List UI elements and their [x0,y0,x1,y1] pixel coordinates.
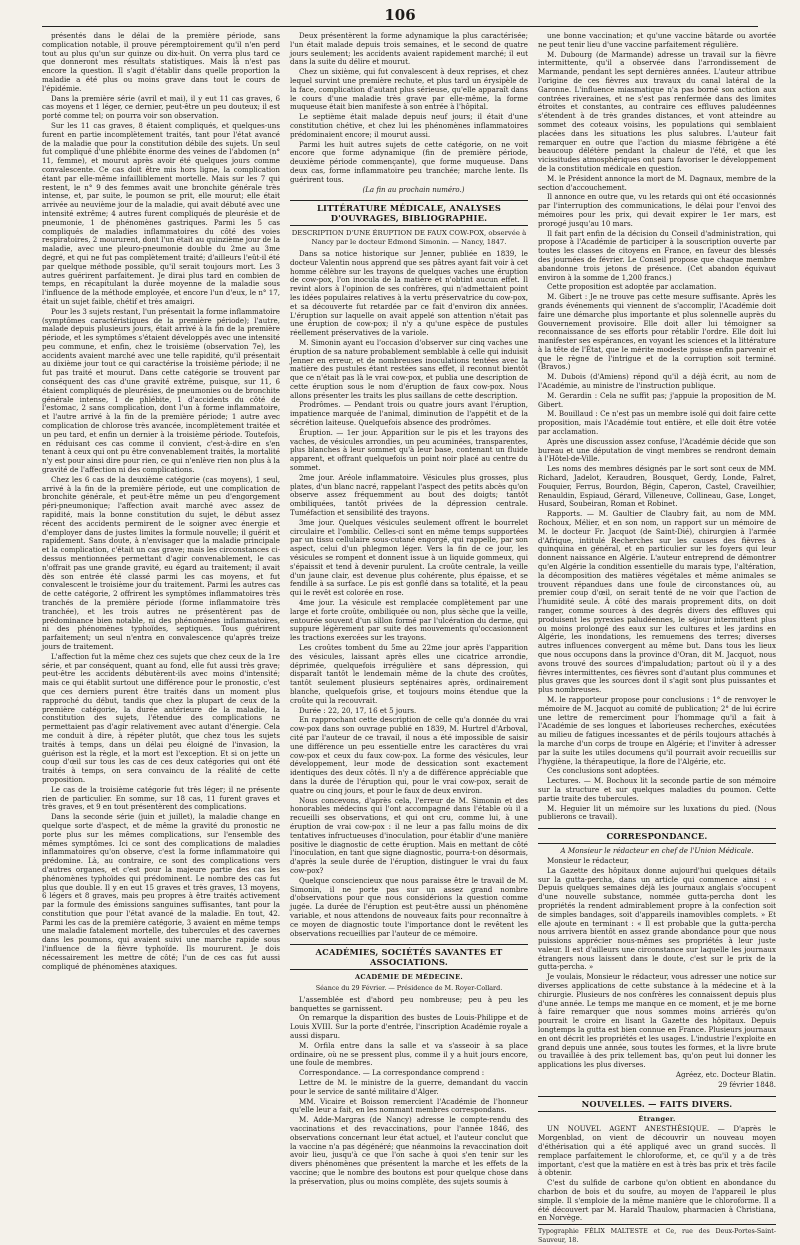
thesis-continuation [290,32,528,185]
news-items [538,1125,776,1223]
paragraph: Les croûtes tombent du 5me au 22me jour après l'apparition des vésicules, laissant après elles une cicatrice arrondie, déprimée, quelquefois irrégulière et sans dépression, qui disparaît tantôt le lendemain même de la chute des croûtes, tantôt seulement plusieurs septénaires après, ordinairement blanche, quelquefois grise, et toujours moins étendue que la croûte qui la recouvrait. [290,643,528,705]
paragraph: M. Adde-Margras (de Nancy) adresse le compte-rendu des vaccinations et des revaccinations, pour l'année 1846, des observations concernant leur état actuel, et l'auteur conclut que la vaccine n'a pas dégénéré; que néanmoins la revaccination doit avoir lieu, jusqu'à ce que l'on sache à quoi s'en tenir sur les divers phénomènes que présentent la marche et les effets de la vaccine; que le nombre des boutons est pour quelque chose dans la préservation, plus ou moins complète, des sujets soumis à [290,1115,528,1186]
paragraph: Quelque consciencieux que nous paraisse être le travail de M. Simonin, il ne porte pas sur un assez grand nombre d'observations pour que nous considérions la question comme jugée. La durée de l'éruption est peut-être aussi un phénomène variable, et nous attendons de nouveaux faits pour reconnaître à ce moyen de diagnostic toute l'importance dont le revêtent les observations recueillies par l'auteur de ce mémoire. [290,875,528,938]
paragraph: Prodrômes. — Pendant trois ou quatre jours avant l'éruption, impatience marquée de l'animal, diminution de l'appétit et de la sécrétion laiteuse. Quelquefois absence des prodrômes. [290,400,528,428]
paragraph: M. Heguier lit un mémoire sur les luxations du pied. (Nous publierons ce travail). [538,803,776,822]
paragraph: Deux présentèrent la forme adynamique la plus caractérisée; l'un était malade depuis trois semaines, et le second de quatre jours seulement; les accidents avaient rapidement marché; il eut dans la suite du délire et mourut. [290,31,528,67]
paragraph: UN NOUVEL AGENT ANESTHÉSIQUE. — D'après le Morgenblad, on vient de découvrir un nouveau moyen d'éthérisation qui a été appliqué avec un grand succès. Il remplace parfaitement le chloroforme, et, ce qu'il y a de très important, c'est que la matière en est à très bas prix et très facile à obtenir. [538,1124,776,1178]
column-2 [290,31,528,1186]
paragraph: La Gazette des hôpitaux donne aujourd'hui quelques détails sur la gutta-percha, dans un article qui commence ainsi : « Depuis quelques semaines déjà les journaux anglais s'occupent d'une nouvelle substance, nommée gutta-percha dont les propriétés la rendent admirablement propre à la confection soit de simples bandages, soit d'appareils inamovibles complets. » Et elle ajoute en terminant : « Il est probable que la gutta-percha nous arrivera bientôt en assez grande abondance pour que nous puissions apprécier nous-mêmes ses propriétés à leur juste valeur. Il est d'ailleurs une circonstance sur laquelle les journaux étrangers nous laissent dans le doute, c'est sur le prix de la gutta-percha. » [538,865,776,972]
paragraph: Nous concevons, d'après cela, l'erreur de M. Simonin et des honorables médecins qui l'ont accompagné dans l'étable où il a recueilli ses observations, et qui ont cru, comme lui, à une éruption de vrai cow-pox : il ne leur a pas fallu moins de dix tentatives infructueuses d'inoculation, pour établir d'une manière positive le diagnostic de cette éruption. Mais en mettant de côté l'inoculation, en tant que signe diagnostic, pourra-t-on désormais, d'après la seule durée de l'éruption, distinguer le vrai du faux cow-pox? [290,795,528,875]
paragraph: En rapprochant cette description de celle qu'a donnée du vrai cow-pox dans son ouvrage publié en 1839, M. Hurtrel d'Arboval, cité par l'auteur de ce travail, il nous a été impossible de saisir une différence un peu essentielle entre les caractères du vrai cow-pox et ceux du faux cow-pox. La forme des vésicules, leur développement, leur mode de dessication sont exactement identiques des deux côtés. Il n'y a de différence appréciable que dans la durée de l'éruption qui, pour le vrai cow-pox, serait de quatre ou cinq jours, et pour le faux de deux environ. [290,715,528,795]
paragraph: Sur les 11 cas graves, 8 étaient compliqués, et quelques-uns furent en partie incomplètement traités, tant pour l'état avancé de la maladie que pour la constitution débile des sujets. Un seul fut compliqué d'une phlébite énorme des veines de l'abdomen (n° 11, femme), et mourut après avoir été quelques jours comme convalescente. Ce cas doit être mis hors ligne, la complication étant par elle-même infailliblement mortelle. Mais sur les 7 qui restent, le n° 9 des femmes avait une bronchite générale très intense, et, par suite, le poumon se prit, elle mourut; elle était arrivée au neuvième jour de la maladie, qui avait débuté avec une intensité extrême; 4 autres furent compliqués de pleurésie et de pneumonie, 1 de phénomènes gastriques. Parmi les 5 cas compliqués de maladies inflammatoires du côté des voies respiratoires, 2 moururent, dont l'un était au quinzième jour de la maladie, avec une pleuro-pneumonie double du 2me au 3me degré, et qui ne fut pas complètement traité; d'ailleurs l'eût-il été par quelque méthode possible, qu'il serait toujours mort. Les 3 autres guérirent parfaitement. Je dirai plus tard en combien de temps, en récapitulant la durée moyenne de la maladie sous l'influence de la méthode employée, et encore l'un d'eux, le n° 17, était un sujet faible, chétif et très amaigri. [42,120,281,306]
paragraph: C'est du sulfide de carbone qu'on obtient en abondance du charbon de bois et du soufre, au moyen de l'appareil le plus simple. Il s'emploie de la même manière que le chloroforme. Il a été découvert par M. Harald Thaulow, pharmacien à Christiana, en Norvège. [538,1178,776,1223]
paragraph: L'affection fut la même chez ces sujets que chez ceux de la 1re série, et par conséquent, quant au fond, elle fut aussi très grave; peut-être les accidents débutèrent-ils avec moins d'intensité; mais ce qui établit surtout une différence pour le pronostic, c'est que ces derniers purent être traités dans un moment plus rapproché du début, tandis que chez la plupart de ceux de la première catégorie, la durée antérieure de la maladie, la constitution des sujets, l'étendue des complications ne permettaient pas d'agir relativement avec autant d'énergie. Cela me conduit à dire, à répéter plutôt, que chez tous les sujets traités à temps, dans un délai peu éloigné de l'invasion, la guérison est la règle, et la mort est l'exception. Et si on jette un coup d'œil sur tous les cas de ces deux catégories qui ont été traités à temps, on sera convaincu de la réalité de cette proposition. [42,651,280,784]
paragraph: Pour les 3 sujets restant, l'un présentait la forme inflammatoire (symptômes caractéristiques de la première période); l'autre, malade depuis plusieurs jours, était arrivé à la fin de la première période, et les symptômes s'étaient développés avec une intensité peu commune, et enfin, chez le troisième (observation 7e), les accidents avaient marché avec une telle rapidité, qu'il présentait au dixième jour tout ce qui caractérise la troisième période; il ne fut pas traité et mourut. Dans cette catégorie se trouvent par conséquent des cas d'une gravité extrême, puisque, sur 11, 6 étaient compliqués de pleurésies, de pneumonies ou de bronchite générale intense, 1 de phlébite, 1 d'accidents du côté de l'estomac, 2 sans complication, dont l'un à forme inflammatoire, et l'autre arrivé à la fin de la première période; 1 autre avec complication de chlorose très avancée, incomplètement traitée et un peu tard, et enfin un dernier à la troisième période. Toutefois, en réduisant ces cas comme il convient, c'est-à-dire en s'en tenant à ceux qui ont pu être convenablement traités, la mortalité n'y est pour ainsi dire pour rien, ce qui n'enlève rien non plus à la gravité de l'affection ni des complications. [42,306,281,475]
paragraph: Dans sa notice historique sur Jenner, publiée en 1839, le docteur Valentin nous apprend que ses pâtres ayant fait voir à cet homme célèbre sur les trayons de quelques vaches une éruption de cow-pox, l'on inocula de la matière et n'obtint aucun effet. Il revint alors à l'opinion de ses confrères, qui n'admettaient point les idées populaires relatives à la vertu préservatrice du cow-pox, et sa découverte fut retardée par ce fait d'environ dix années. L'éruption sur laquelle on avait appelé son attention n'était pas une éruption de cow-pox; il n'y a qu'une espèce de pustules réellement préservatives de la variole. [290,248,528,338]
paragraph: M. Dubois (d'Amiens) répond qu'il a déjà écrit, au nom de l'Académie, au ministre de l'instruction publique. [538,372,776,391]
paragraph: Dans la première série (avril et mai), il y eut 11 cas graves, 6 cas moyens et 1 léger, ce dernier, peut-être un peu douteux; il est porté comme tel; on pourra voir son observation. [42,93,280,121]
paragraph: Lectures. — M. Bochoux lit la seconde partie de son mémoire sur la structure et sur quelques maladies du poumon. Cette partie traite des tubercules. [538,776,776,803]
paragraph: MM. Vicaire et Boisson remercient l'Académie de l'honneur qu'elle leur a fait, en les nommant membres correspondans. [290,1096,528,1115]
paragraph: une bonne vaccination; et qu'une vaccine bâtarde ou avortée ne peut tenir lieu d'une vaccine parfaitement régulière. [538,31,776,49]
cowpox-review [290,250,528,938]
academy-report-continued [538,32,776,822]
paragraph: Il fait part enfin de la décision du Conseil d'administration, qui propose à l'Académie de participer à la souscription ouverte par toutes les classes de citoyens en France, en faveur des blessés des journées de février. Le Conseil propose que chaque membre abandonne trois jetons de présence. (Cet abandon équivaut environ à la somme de 1,200 francs.) [538,228,776,282]
paragraph: 2me jour. Aréole inflammatoire. Vésicules plus grosses, plus plates, d'un blanc nacré, rappelant l'aspect des petits abcès qu'on observe assez fréquemment au bout des doigts; tantôt ombiliquées, tantôt privées de la dépression centrale. Tuméfaction et sensibilité des trayons. [290,472,528,518]
paragraph: L'assemblée est d'abord peu nombreuse; peu à peu les banquettes se garnissent. [290,994,528,1013]
paragraph: M. Dubourg (de Marmande) adresse un travail sur la fièvre intermittente, qu'il a observée dans l'arrondissement de Marmande, pendant les sept dernières années. L'auteur attribue l'origine de ces fièvres aux travaux du canal latéral de la Garonne. L'influence miasmatique n'a pas borné son action aux contrées riveraines, et ne s'est pas renfermée dans des limites étroites et constantes, au contraire ces effluves paludéennes s'étendent à de très grandes distances, et vont atteindre au sommet des coteaux voisins, les populations qui semblaient placées dans les situations les plus salubres. L'auteur fait remarquer en outre que l'action du miasme fébrigène a été beaucoup délétère pendant la chaleur de l'été, et que les vicissitudes atmosphériques ont paru favoriser le développement de la constitution médicale en question. [538,49,776,173]
section-correspondence-heading: CORRESPONDANCE. [538,828,776,844]
paragraph: Parmi les huit autres sujets de cette catégorie, on ne voit encore que forme adynamique (fin de première période, deuxième période commençante), que forme muqueuse. Dans deux cas, forme inflammatoire peu tranchée; marche lente. Ils guérirent tous. [290,139,528,184]
paragraph: M. Bouillaud : Ce n'est pas un membre isolé qui doit faire cette proposition, mais l'Académie tout entière, et elle doit être votée par acclamation. [538,409,776,437]
paragraph: M. Orfila entre dans la salle et va s'asseoir à sa place ordinaire, où ne se pressent plus, comme il y a huit jours encore, une foule de membres. [290,1040,528,1068]
paragraph: Le septième était malade depuis neuf jours; il était d'une constitution chétive, et chez lui les phénomènes inflammatoires prédominaient encore; il mourut aussi. [290,112,528,139]
column-1-body [42,32,280,971]
academy-report [290,996,528,1187]
section-academies-heading: ACADÉMIES, SOCIÉTÉS SAVANTES ET ASSOCIATIONS. [290,944,528,970]
paragraph: M. le Président annonce la mort de M. Dagnaux, membre de la section d'accouchement. [538,173,776,192]
paragraph: Chez un sixième, qui fut convalescent à deux reprises, et chez lequel survint une première rechute, et plus tard un érysipèle de la face, complication d'autant plus sérieuse, qu'elle apparaît dans le cours d'une maladie très grave par elle-même, la forme muqueuse était bien manifeste à son entrée à l'hôpital. [290,67,528,112]
paragraph: M. Simonin ayant eu l'occasion d'observer sur cinq vaches une éruption de sa nature probablement semblable à celle qui induisit Jenner en erreur, et de nombreuses inoculations tentées avec la matière des pustules étant restées sans effet, il reconnut bientôt que ce n'était pas là le vrai cow-pox, et publia une description de cette éruption sous le nom d'éruption de faux cow-pox. Nous allons présenter les traits les plus saillans de cette description. [290,337,528,400]
correspondence-addressee: A Monsieur le rédacteur en chef de l'Union Médicale. [560,846,754,856]
paragraph: Rapports. — M. Gaultier de Claubry fait, au nom de MM. Rochoux, Mélier, et en son nom, un rapport sur un mémoire de M. le docteur Fr. Jacquot (de Saint-Dié), chirurgien à l'armée d'Afrique, intitulé Recherches sur les causes des fièvres à quinquina en général, et en particulier sur les foyers qui leur donnent naissance en Algérie. L'auteur entreprend de démontrer qu'en Algérie la condition essentielle du marais type, l'altération, la décomposition des matières végétales et même animales se trouvent répandues dans une foule de circonstances où, au premier coup d'œil, on serait tenté de ne voir que l'action de l'humidité seule. À côté des marais proprement dits, on doit ranger, comme sources à des degrés divers des effluves qui produisent les pyrexies paludéennes, le séjour intermittent plus ou moins prolongé des eaux sur les cultures et les jardins en Algérie, les inondations, les remuemens des terres; diverses autres influences convergent au même but. Dans tous les lieux que nous occupons dans la province d'Oran, dit M. Jacquot, nous avons trouvé des sources d'impaludation; partout où il y a des fièvres intermittentes, ces fièvres sont d'autant plus communes et plus graves que les sources dont il s'agit sont plus puissantes et plus nombreuses. [538,509,776,695]
paragraph: Éruption. — 1er jour. Apparition sur le pis et les trayons des vaches, de vésicules arrondies, un peu acuminées, transparentes, plus blanches à leur sommet qu'à leur base, contenant un fluide apparent, et offrant quelquefois un point noir placé au centre du sommet. [290,427,528,473]
typography-footer: Typographie FÉLIX MALTESTE et Ce, rue des Deux-Portes-Saint-Sauveur, 18. [538,1224,776,1245]
paragraph: Cette proposition est adoptée par acclamation. [547,282,717,292]
paragraph: M. Gibert : Je ne trouve pas cette mesure suffisante. Après les grands événements qui viennent de s'accomplir, l'Académie doit faire une démarche plus importante et plus solennelle auprès du Gouvernement provisoire. Elle doit aller lui témoigner sa reconnaissance de ses efforts pour rétablir l'ordre. Elle doit lui manifester ses espérances, en voyant les sciences et la littérature à la tête de l'État, que le mérite modeste puisse enfin parvenir et que le règne de l'intrigue et de la corruption soit terminé. (Bravos.) [538,292,776,372]
paragraph: Monsieur le rédacteur, [547,855,629,865]
paragraph: Après une discussion assez confuse, l'Académie décide que son bureau et une députation de vingt membres se rendront demain à l'Hôtel-de-Ville. [538,436,776,464]
paragraph: présentés dans le délai de la première période, sans complication notable, il prouve péremptoirement qu'il n'en perd tout au plus qu'un sur quinze ou dix-huit. On verra plus tard ce que donneront mes résultats statistiques. Mais là n'est pas encore la question. Il s'agit d'établir dans quelle proportion la maladie a été plus ou moins grave dans tout le cours de l'épidémie. [42,31,280,93]
seance-line: Séance du 29 Février. — Présidence de M. Royer-Collard. [315,984,503,993]
column-3 [538,31,776,1244]
paragraph: Correspondance. — La correspondance comprend : [299,1068,485,1078]
correspondence-letter [538,857,776,1070]
letter-signature: Agréez, etc. Docteur Blatin. [675,1070,776,1080]
paragraph: Le cas de la troisième catégorie fut très léger; il ne présente rien de particulier. En somme, sur 18 cas, 11 furent graves et très graves, et 9 en tout présentèrent des complications. [42,784,280,812]
paragraph: 4me jour. La vésicule est remplacée complètement par une large et forte croûte, ombiliquée ou non, plus sèche que la veille, entourée souvent d'un sillon formé par l'ulcération du derme, qui suppure légèrement par suite des mouvements qu'occasionnent les tractions exercées sur les trayons. [290,598,528,643]
paragraph: M. le rapporteur propose pour conclusions : 1° de renvoyer le mémoire de M. Jacquot au comité de publication; 2° de lui écrire une lettre de remerciment pour l'hommage qu'il a fait à l'Académie de ses longues et laborieuses recherches, exécutées au milieu de fatigues incessantes et de périls toujours attachés à la marche d'un corps de troupe en Algérie; et l'inviter à adresser par la suite les utiles documens qu'il pourrait avoir recueillis sur l'hygiène, la thérapeutique, la flore de l'Algérie, etc. [538,694,776,766]
paragraph: Je voulais, Monsieur le rédacteur, vous adresser une notice sur diverses applications de cette substance à la médecine et à la chirurgie. Plusieurs de nos confrères les connaissent depuis plus d'une année. Le temps me manque en ce moment, et je me borne à faire remarquer que nous sommes moins arriérés qu'on pourrait le croire en lisant la Gazette des hôpitaux. Depuis longtemps la gutta est bien connue en France. Plusieurs journaux en ont décrit les propriétés et les usages. L'industrie l'exploite en grand depuis une année, sous toutes les formes, et la livre brute ou travaillée à des prix tellement bas, qu'on peut lui donner les applications les plus diverses. [538,972,776,1070]
paragraph: Ces conclusions sont adoptées. [547,766,660,776]
letter-date: 29 février 1848. [718,1079,776,1089]
paragraph: Dans la seconde série (juin et juillet), la maladie change en quelque sorte d'aspect, et de même la gravité du pronostic ne porte plus sur les mêmes complications, sur l'ensemble des mêmes symptômes. Ici ce sont des complications de maladies inflammatoires qu'on observe, c'est la forme inflammatoire qui prédomine. Là, au contraire, ce sont des complications vers d'autres organes, et c'est pour la majeure partie des cas les phénomènes typhoïdes qui prédominent. Le nombre des cas fut plus que double. Il y en eut 15 graves et très graves, 13 moyens, 6 légers et 8 graves, mais peu propres à être traités activement par la formule des émissions sanguines suffisantes, tant pour la constitution que pour l'état avancé de la maladie. En tout, 42. Parmi les cas de la première catégorie, 3 avaient en même temps une maladie fatalement mortelle, des tubercules et des cavernes dans les poumons, qui avaient suivi une marche rapide sous l'influence de la fièvre typhoïde. Ils moururent. Je dois nécessairement les mettre de côté; l'un de ces cas fut aussi compliqué de phénomènes ataxiques. [42,812,280,971]
news-subheading: Étranger. [638,1114,676,1123]
paragraph: On remarque la disparition des bustes de Louis-Philippe et de Louis XVIII. Sur la porte d'entrée, l'inscription Académie royale a aussi disparu. [290,1013,528,1041]
paragraph: Lettre de M. le ministre de la guerre, demandant du vaccin pour le service de santé militaire d'Alger. [290,1078,528,1096]
header-rule [42,26,758,27]
continued-note: (La fin au prochain numéro.) [362,185,465,194]
paragraph: Durée : 22, 20, 17, 16 et 5 jours. [299,705,417,715]
section-news-heading: NOUVELLES. — FAITS DIVERS. [538,1096,776,1112]
paragraph: Les noms des membres désignés par le sort sont ceux de MM. Richard, Jadelot, Keraudren, Bousquet, Gerdy, Londe, Falret, Fouquier, Ferrus, Bourdon, Bégin, Caperon, Castel, Craveilhier, Renauldin, Espiaud, Gérard, Villeneuve, Collineau, Gase, Longet, Husard, Soubeiran, Roman et Robinet. [538,464,776,509]
paragraph: Il annonce en outre que, vu les retards qui ont été occasionnés par l'interruption des communications, le délai pour l'envoi des mémoires pour les prix, qui devait expirer le 1er mars, est prorogé jusqu'au 10 mars. [538,192,776,228]
column-1 [42,32,280,1104]
paragraph: Chez les 6 cas de la deuxième catégorie (cas moyens), 1 seul, arrivé à la fin de la première période, eut une complication de bronchite générale, et peut-être même un peu d'engorgement péri-pneumonique; l'affection avait marché avec assez de rapidité, mais la bonne constitution du sujet, le début assez récent des accidents permirent de le soigner avec énergie et d'employer dans de justes limites la formule nouvelle; il guérit et rapidement. Sans doute, à n'envisager que la maladie principale et la complication, c'était un cas grave; mais les circonstances ci-dessus mentionnées permettant d'agir convenablement, le cas n'offrait pas une grande gravité, eu égard au traitement; il avait dès son entrée été classé parmi les cas moyens, et fut convalescent le troisième jour du traitement. Parmi les autres cas de cette catégorie, 2 offrirent les symptômes inflammatoires très tranchés de la première période (forme inflammatoire très tranchée), et les trois autres ne présentèrent pas de prédominance bien notable, ni des phénomènes inflammatoires, ni des phénomènes typhoïdes, septiques. Tous guérirent parfaitement; un seul n'entra en convalescence qu'après treize jours de traitement. [42,474,280,651]
page-number: 106 [384,6,416,24]
section-literature-heading: LITTÉRATURE MÉDICALE, ANALYSES D'OUVRAGES, BIBLIOGRAPHIE. [290,200,528,226]
academy-name: ACADÉMIE DE MÉDECINE. [354,973,464,982]
article-title: DESCRIPTION D'UNE ÉRUPTION DE FAUX COW-POX, observée à Nancy par le docteur Edmond Simonin. — Nancy, 1847. [291,229,527,247]
paragraph: M. Gerardin : Cela ne suffit pas; j'appuie la proposition de M. Gibert. [538,390,776,409]
paragraph: 3me jour. Quelques vésicules seulement offrent le bourrelet circulaire et l'ombilic. Celles-ci sont en même temps supportées par un tissu cellulaire sous-cutané engorgé, qui rappelle, par son aspect, celui d'un phlegmon léger. Vers la fin de ce jour, les vésicules se rompent et donnent issue à un liquide gommeux, qui s'épaissit et tend à devenir purulent. La croûte centrale, la veille d'un jaune clair, est devenue plus cohérente, plus épaisse, et se fendille à sa surface. Le pis est gonflé dans sa totalité, et la peau qui le revêt est colorée en rose. [290,517,528,598]
